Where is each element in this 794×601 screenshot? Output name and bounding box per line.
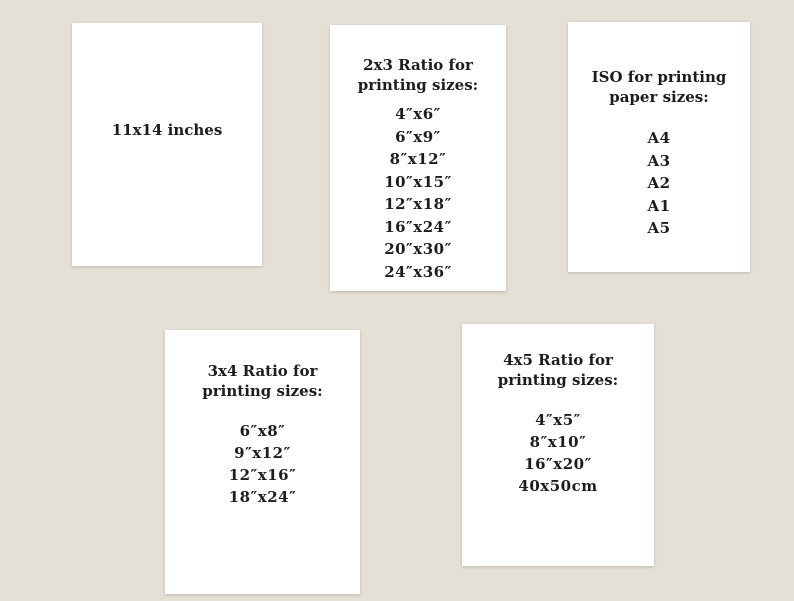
size-list	[384, 103, 452, 283]
size-item: A3	[647, 151, 671, 170]
card-title-line: 4x5 Ratio for	[503, 351, 613, 369]
size-item: A5	[647, 219, 671, 237]
size-item: 8″x10″	[529, 433, 587, 451]
size-item: 12″x16″	[228, 466, 297, 484]
size-item: 16″x24″	[384, 217, 452, 236]
card-title	[498, 350, 618, 390]
size-item: A4	[647, 129, 671, 147]
card-title-line: ISO for printing	[591, 68, 727, 86]
size-item: 8″x12″	[389, 150, 447, 168]
size-item: 4″x6″	[395, 105, 441, 123]
size-list	[647, 127, 670, 240]
card-title	[202, 361, 322, 401]
size-item: 4″x5″	[535, 411, 581, 429]
size-card-4x5-ratio	[462, 324, 654, 566]
size-item: 16″x20″	[524, 455, 592, 473]
card-title	[358, 55, 478, 95]
size-item: 10″x15″	[384, 172, 452, 191]
card-title-line: paper sizes:	[609, 88, 709, 106]
size-item: 6″x8″	[239, 422, 286, 440]
size-item: 18″x24″	[228, 488, 297, 506]
card-title	[112, 120, 223, 140]
card-title-line: printing sizes:	[357, 76, 479, 94]
size-card-11x14	[72, 23, 262, 266]
size-item: 40x50cm	[518, 477, 598, 495]
size-card-iso	[568, 22, 750, 272]
card-title-line: 11x14 inches	[111, 121, 223, 139]
size-item: 9″x12″	[234, 444, 291, 462]
size-item: A2	[647, 174, 671, 192]
size-item: 6″x9″	[395, 127, 441, 146]
size-item: 12″x18″	[384, 195, 452, 213]
card-title-line: printing sizes:	[202, 382, 323, 400]
size-item: 20″x30″	[384, 240, 452, 258]
size-card-3x4-ratio	[165, 330, 360, 594]
size-list	[518, 409, 597, 497]
card-title-line: printing sizes:	[497, 371, 619, 389]
size-item: 24″x36″	[384, 262, 452, 281]
size-card-2x3-ratio	[330, 25, 506, 291]
size-list	[229, 420, 297, 508]
card-title-line: 3x4 Ratio for	[207, 362, 318, 380]
card-title-line: 2x3 Ratio for	[363, 56, 473, 74]
size-item: A1	[647, 196, 671, 215]
card-title	[592, 67, 727, 107]
